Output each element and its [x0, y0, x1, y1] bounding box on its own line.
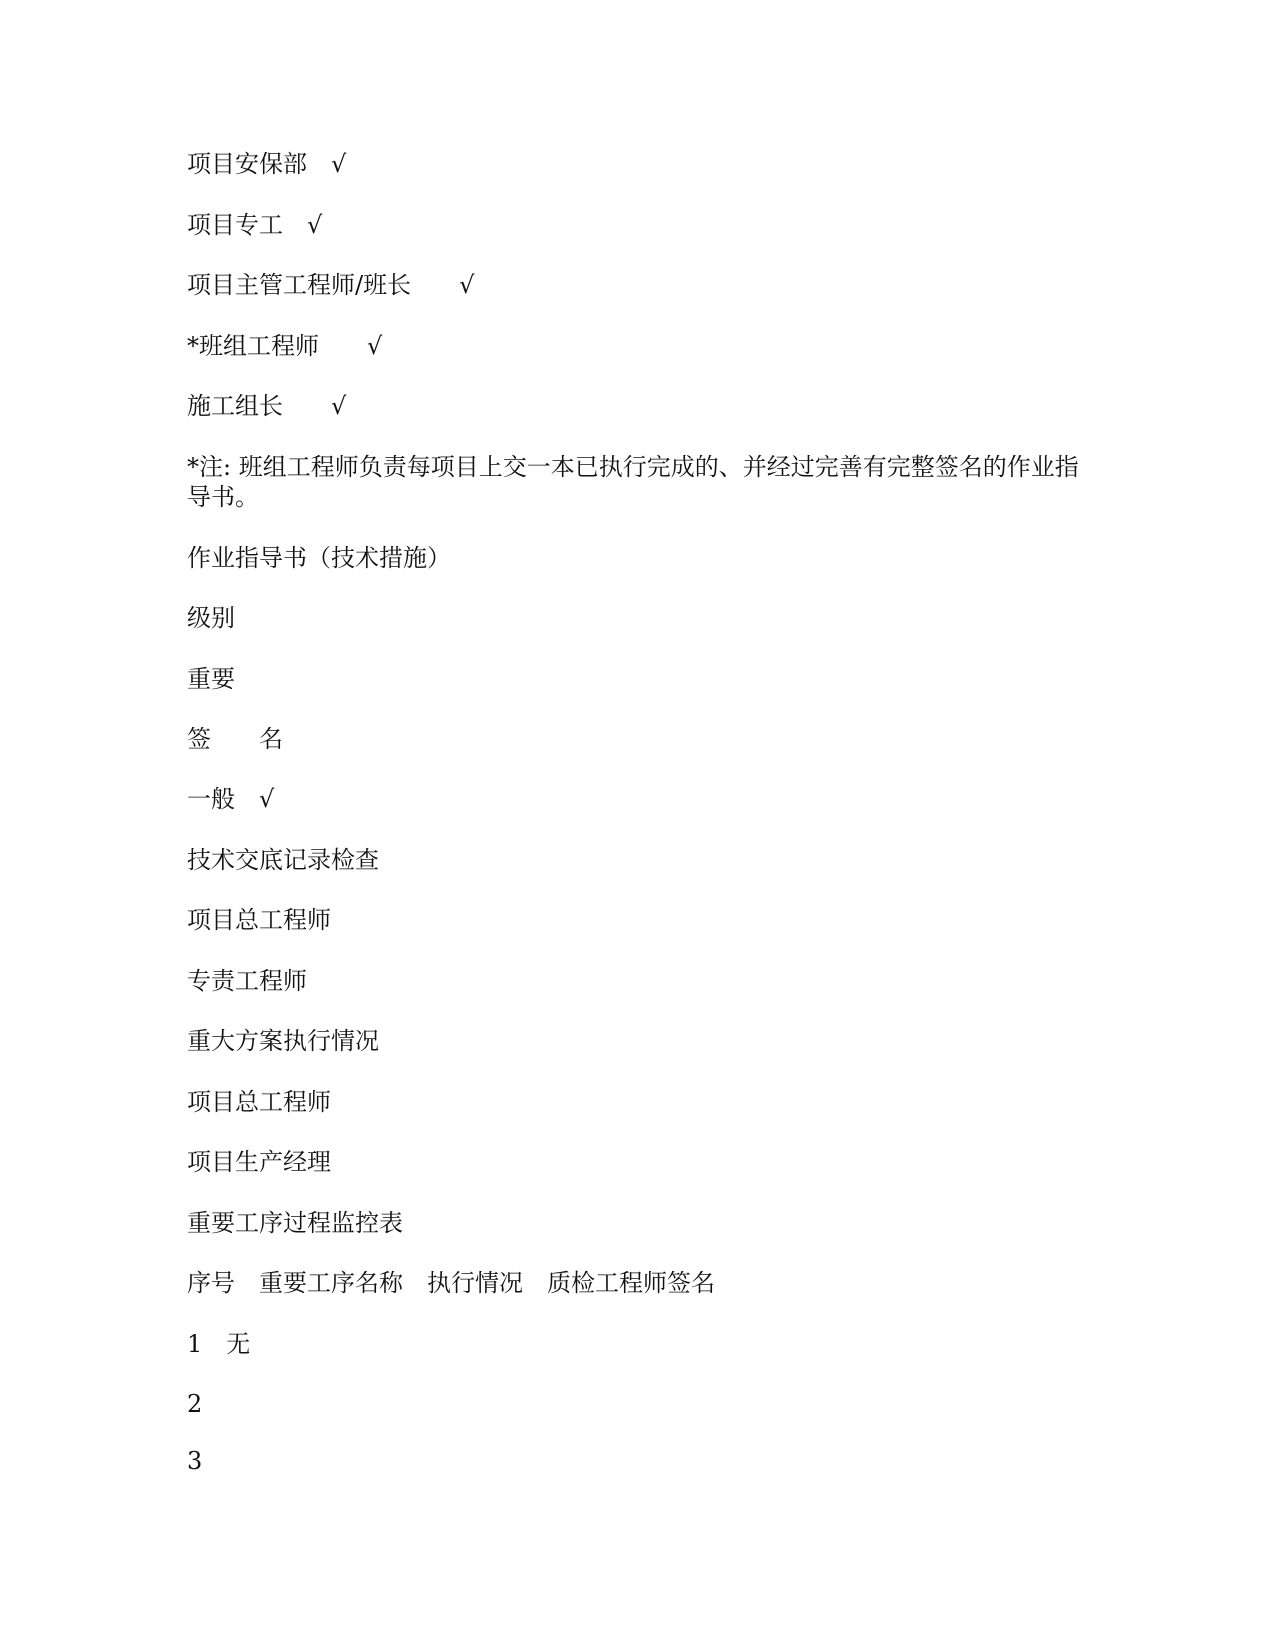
- note-paragraph: *注: 班组工程师负责每项目上交一本已执行完成的、并经过完善有完整签名的作业指导书。: [187, 453, 1079, 511]
- text-line-level: 级别: [187, 604, 235, 632]
- text-line-important: 重要: [187, 665, 235, 693]
- text-line-production-manager: 项目生产经理: [187, 1148, 331, 1176]
- text-line-general: 一般 √: [187, 785, 275, 813]
- section-title-work-instruction: 作业指导书（技术措施）: [187, 544, 451, 572]
- text-line-team-engineer: *班组工程师 √: [187, 332, 383, 360]
- text-line-security-dept: 项目安保部 √: [187, 150, 347, 178]
- table-row-2: 2: [187, 1390, 203, 1418]
- section-title-major-plan: 重大方案执行情况: [187, 1027, 379, 1055]
- section-title-process-monitor-table: 重要工序过程监控表: [187, 1209, 403, 1237]
- section-title-disclosure-check: 技术交底记录检查: [187, 846, 379, 874]
- text-line-chief-engineer-2: 项目总工程师: [187, 1088, 331, 1116]
- text-line-project-specialist: 项目专工 √: [187, 211, 323, 239]
- text-line-signature: 签 名: [187, 725, 283, 753]
- text-line-construction-leader: 施工组长 √: [187, 392, 347, 420]
- table-row-3: 3: [187, 1447, 203, 1475]
- text-line-lead-engineer: 项目主管工程师/班长 √: [187, 271, 475, 299]
- table-row-1: 1 无: [187, 1330, 251, 1358]
- text-line-responsible-engineer: 专责工程师: [187, 967, 307, 995]
- text-line-chief-engineer-1: 项目总工程师: [187, 906, 331, 934]
- table-header-row: 序号 重要工序名称 执行情况 质检工程师签名: [187, 1269, 715, 1297]
